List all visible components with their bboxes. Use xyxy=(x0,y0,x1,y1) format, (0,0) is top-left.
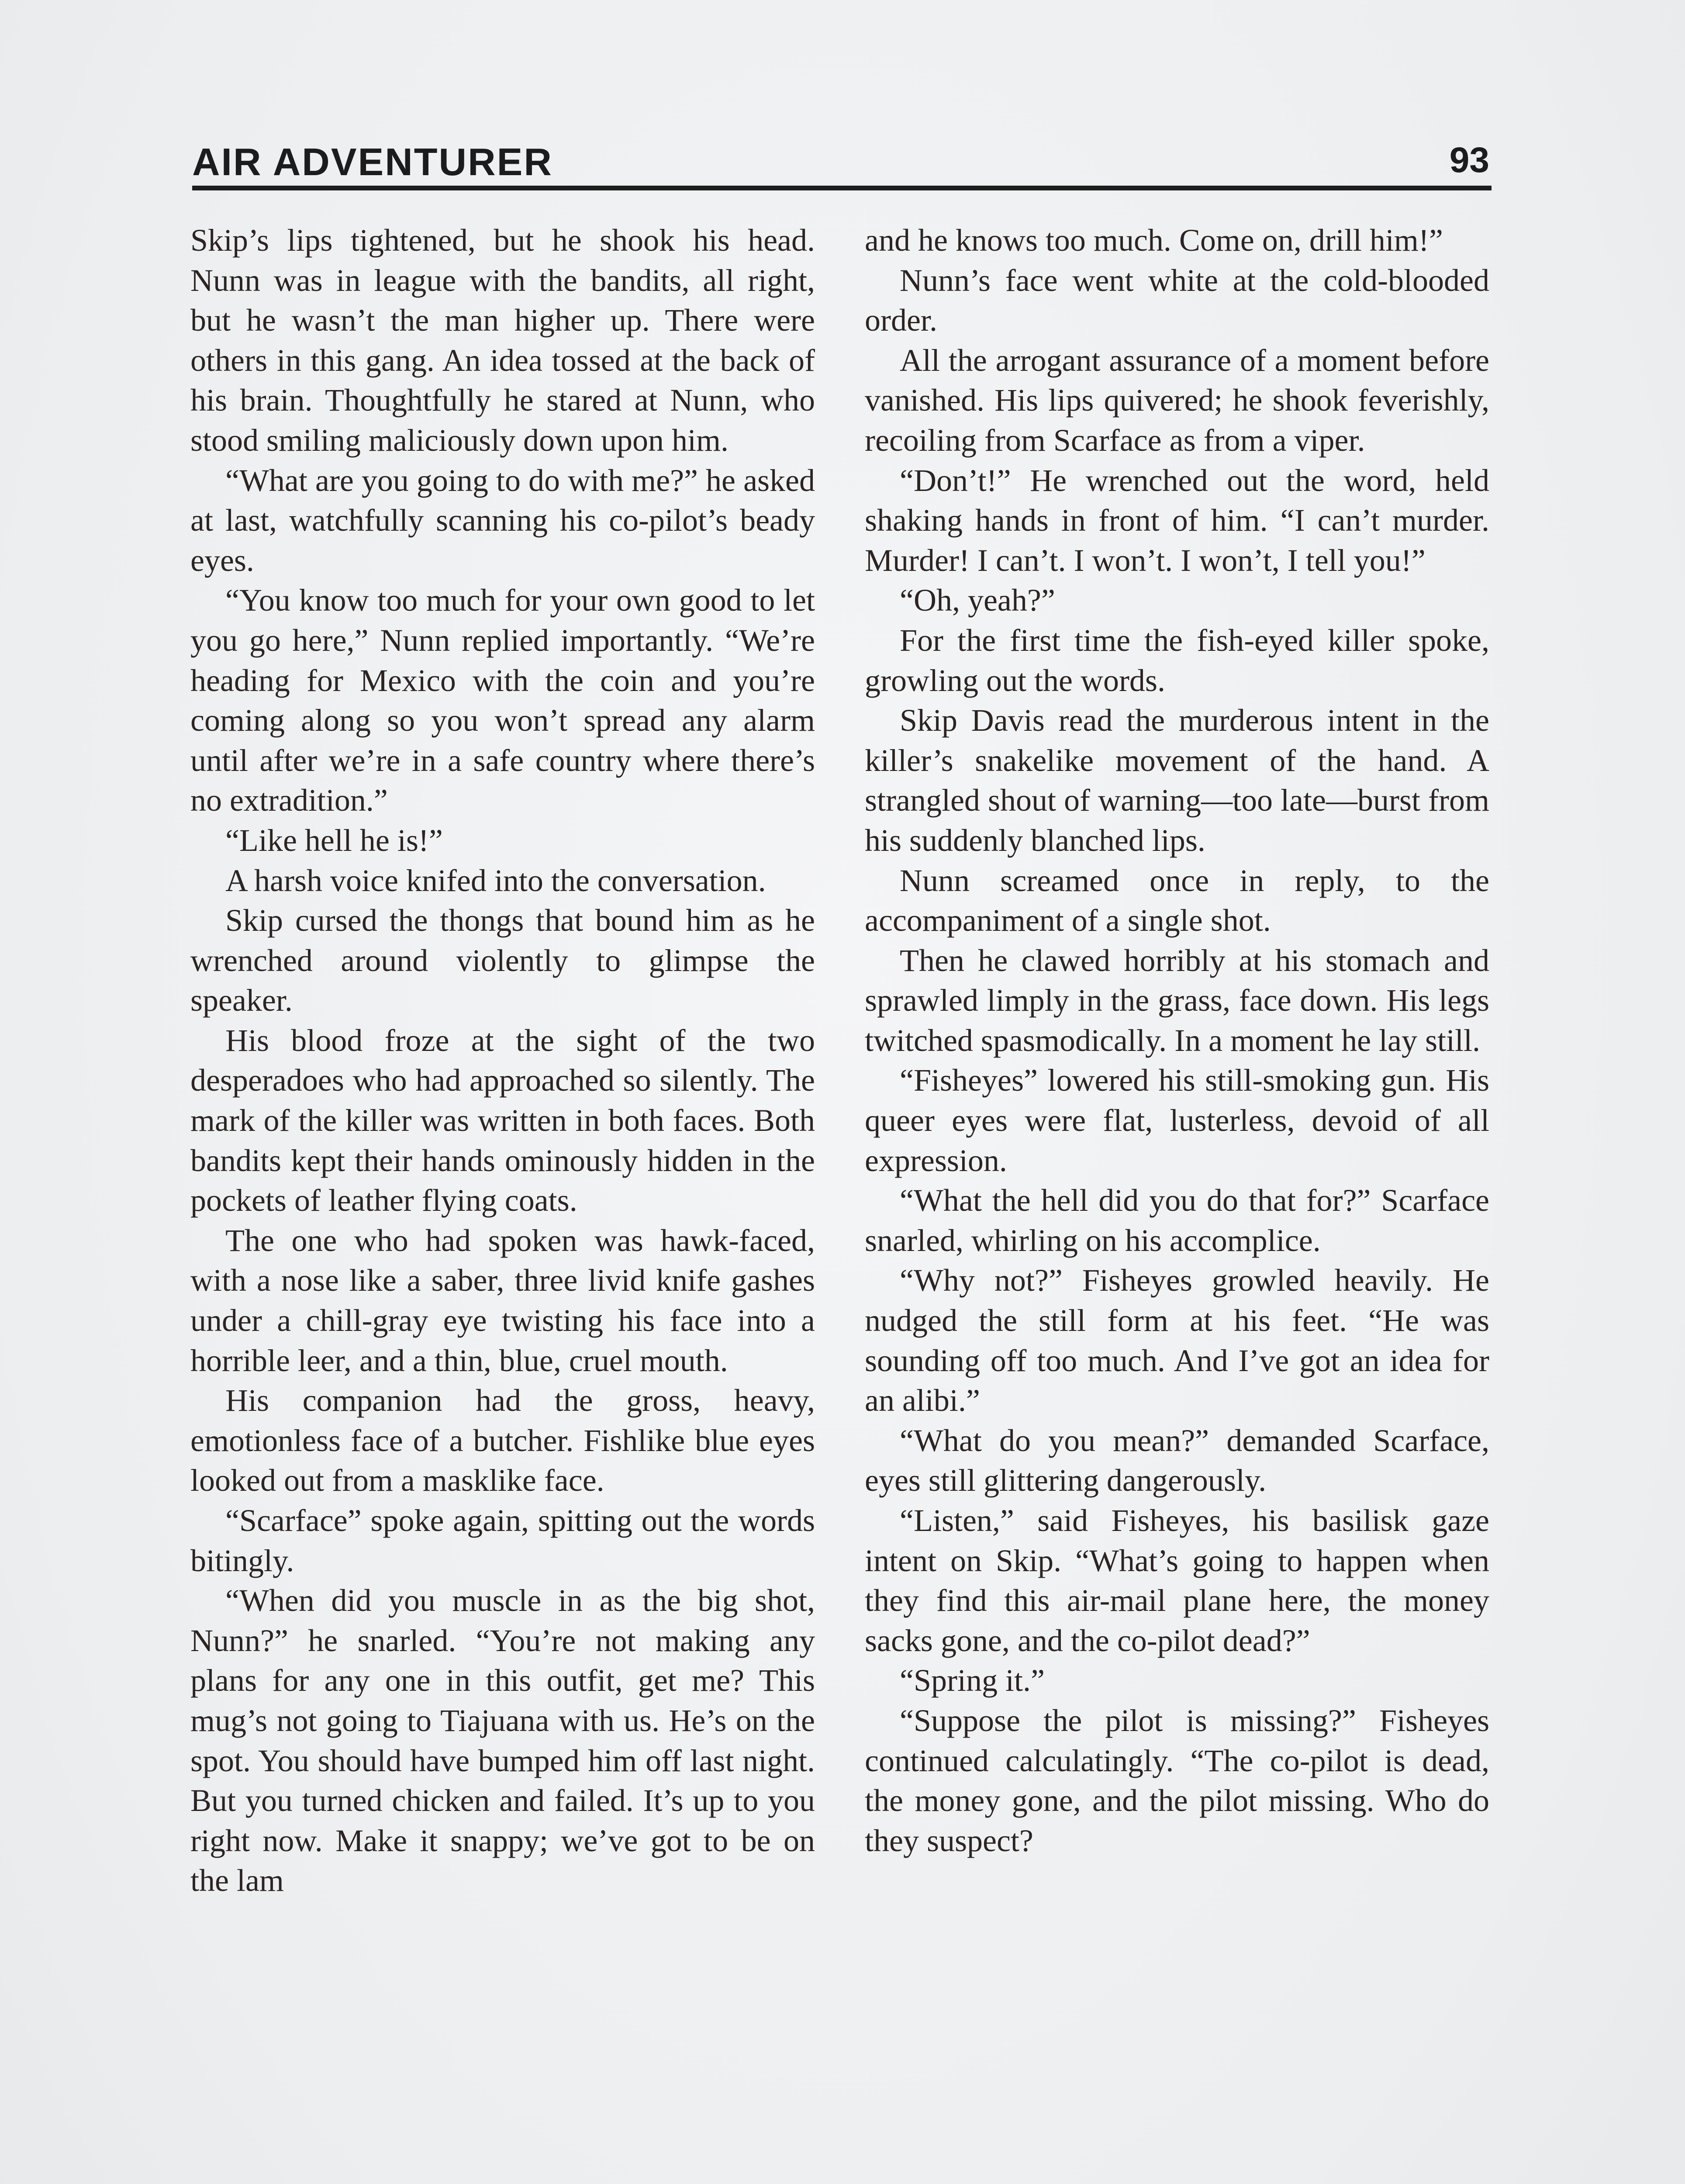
left-text-column xyxy=(190,221,815,2184)
paragraph: Nunn’s face went white at the cold-blooded order. xyxy=(865,263,1489,338)
running-title: AIR ADVENTURER xyxy=(192,140,553,183)
paragraph: A harsh voice knifed into the conversation. xyxy=(225,863,766,898)
paragraph: “Why not?” Fisheyes growled heavily. He nudged the still form at his feet. “He was sounding off too much. And I’ve got an idea for an alibi.” xyxy=(865,1263,1489,1418)
paragraph: “Fisheyes” lowered his still-smoking gun. His queer eyes were flat, lusterless, devoid of all expression. xyxy=(865,1063,1489,1178)
paragraph: and he knows too much. Come on, drill him!” xyxy=(865,223,1443,258)
paragraph: Skip cursed the thongs that bound him as he wrenched around violently to glimpse the speaker. xyxy=(190,903,815,1018)
paragraph: Then he clawed horribly at his stomach and sprawled limply in the grass, face down. His legs twitched spasmodically. In a moment he lay still. xyxy=(865,943,1489,1058)
paragraph: The one who had spoken was hawk-faced, with a nose like a saber, three livid knife gashes under a chill-gray eye twisting his face into a horrible leer, and a thin, blue, cruel mouth. xyxy=(190,1223,815,1378)
paragraph: “Like hell he is!” xyxy=(225,822,443,858)
paragraph: For the first time the fish-eyed killer spoke, growling out the words. xyxy=(865,622,1489,698)
paragraph: “Suppose the pilot is missing?” Fisheyes continued calculatingly. “The co-pilot is dead, the money gone, and the pilot missing. Who do they suspect? xyxy=(865,1703,1489,1858)
paragraph: “What are you going to do with me?” he asked at last, watchfully scanning his co-pilot’s beady eyes. xyxy=(190,463,815,578)
right-text-column xyxy=(865,221,1489,2184)
paragraph: “What the hell did you do that for?” Scarface snarled, whirling on his accomplice. xyxy=(865,1183,1489,1258)
paragraph: “When did you muscle in as the big shot, Nunn?” he snarled. “You’re not making any plans for any one in this outfit, get me? This mug’s not going to Tiajuana with us. He’s on the spot. You should have bumped him off last night. But you turned chicken and failed. It’s up to you right now. Make it snappy; we’ve got to be on the lam xyxy=(190,1583,815,1898)
paragraph: “Don’t!” He wrenched out the word, held shaking hands in front of him. “I can’t murder. Murder! I can’t. I won’t. I won’t, I tell you!” xyxy=(865,463,1489,578)
paragraph: “You know too much for your own good to let you go here,” Nunn replied importantly. “We’re heading for Mexico with the coin and you’re coming along so you won’t spread any alarm until after we’re in a safe country where there’s no extradition.” xyxy=(190,583,815,818)
paragraph: Nunn screamed once in reply, to the accompaniment of a single shot. xyxy=(865,863,1489,938)
paragraph: “What do you mean?” demanded Scarface, eyes still glittering dangerously. xyxy=(865,1423,1489,1498)
paragraph: “Oh, yeah?” xyxy=(900,583,1055,618)
paragraph: His blood froze at the sight of the two desperadoes who had approached so silently. The mark of the killer was written in both faces. Both bandits kept their hands ominously hidden in the pockets of leather flying coats. xyxy=(190,1023,815,1218)
paragraph: All the arrogant assurance of a moment before vanished. His lips quivered; he shook feverishly, recoiling from Scarface as from a viper. xyxy=(865,342,1489,458)
header-rule xyxy=(192,186,1492,190)
paragraph: “Listen,” said Fisheyes, his basilisk gaze intent on Skip. “What’s going to happen when they find this air-mail plane here, the money sacks gone, and the co-pilot dead?” xyxy=(865,1503,1489,1658)
paragraph: “Scarface” spoke again, spitting out the words bitingly. xyxy=(190,1503,815,1578)
page-header xyxy=(192,131,1489,192)
paragraph: Skip Davis read the murderous intent in the killer’s snakelike movement of the hand. A strangled shout of warning—too late—burst from his suddenly blanched lips. xyxy=(865,703,1489,858)
paragraph: His companion had the gross, heavy, emotionless face of a butcher. Fishlike blue eyes looked out from a masklike face. xyxy=(190,1383,815,1498)
paragraph: “Spring it.” xyxy=(900,1663,1045,1698)
paragraph: Skip’s lips tightened, but he shook his head. Nunn was in league with the bandits, all right, but he wasn’t the man higher up. There were others in this gang. An idea tossed at the back of his brain. Thoughtfully he stared at Nunn, who stood smiling maliciously down upon him. xyxy=(190,223,815,458)
page-number: 93 xyxy=(1449,140,1489,180)
